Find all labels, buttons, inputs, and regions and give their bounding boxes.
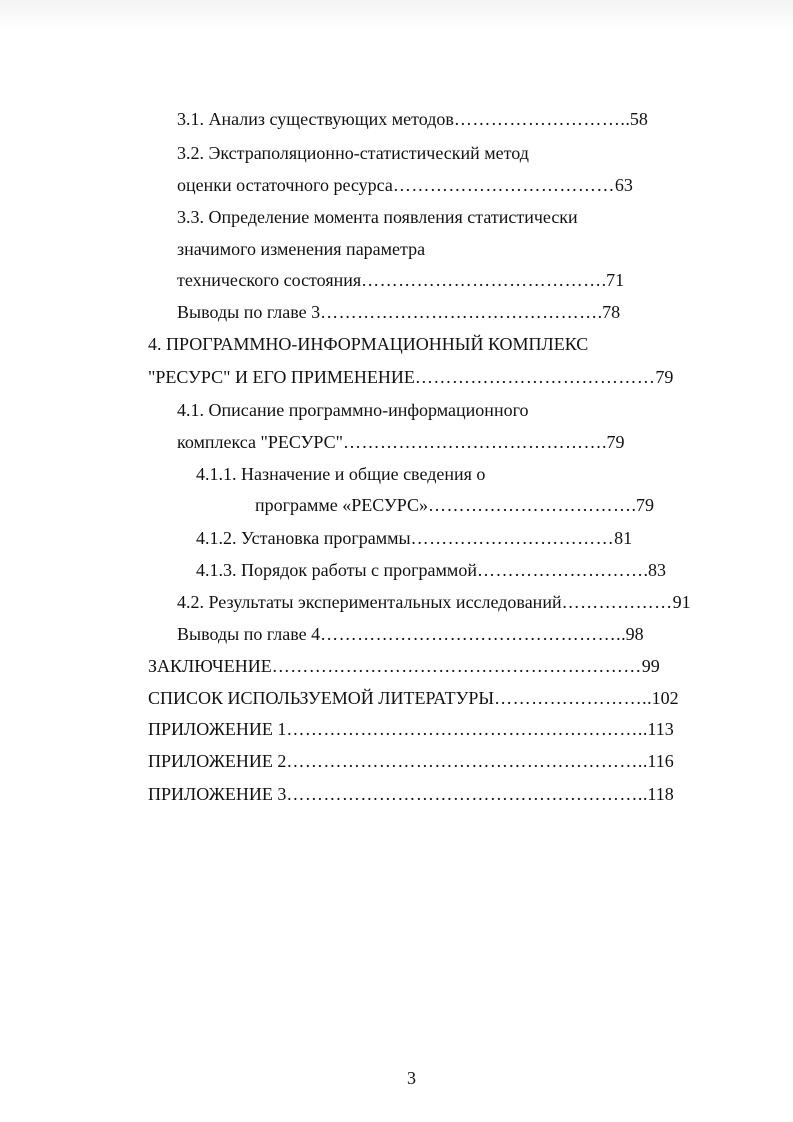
- toc-entry: [255, 493, 654, 517]
- toc-entry-title: технического состояния: [177, 270, 362, 290]
- toc-entry: [177, 107, 648, 131]
- toc-leader-dots: ………………………………………: [320, 302, 598, 322]
- toc-entry-title: 4.2. Результаты экспериментальных исследований: [177, 592, 562, 612]
- toc-entry-title: значимого изменения параметра: [177, 239, 426, 259]
- toc-entry-title: 3.3. Определение момента появления статистически: [177, 207, 578, 227]
- toc-entry-title: ПРИЛОЖЕНИЕ 2: [148, 751, 287, 771]
- toc-entry-title: СПИСОК ИСПОЛЬЗУЕМОЙ ЛИТЕРАТУРЫ: [148, 688, 495, 708]
- toc-page-number: .116: [642, 751, 674, 771]
- toc-entry: [148, 717, 674, 741]
- toc-entry: [177, 268, 624, 292]
- toc-entry-title: 3.1. Анализ существующих методов: [177, 109, 454, 129]
- toc-entry: [177, 300, 620, 324]
- toc-entry-title: 4.1.2. Установка программы: [196, 528, 411, 548]
- toc-entry: [177, 237, 425, 261]
- toc-entry: [177, 205, 578, 229]
- toc-leader-dots: ……………………….: [453, 109, 626, 129]
- toc-leader-dots: ………………………………………………….: [286, 719, 643, 739]
- toc-leader-dots: …………………………………: [361, 270, 602, 290]
- toc-page-number: 79: [655, 367, 674, 387]
- toc-page-number: .83: [643, 560, 666, 580]
- toc-page-number: 63: [614, 175, 633, 195]
- toc-entry: [148, 365, 673, 389]
- toc-entry: [196, 462, 485, 486]
- toc-entry-title: ЗАКЛЮЧЕНИЕ: [148, 656, 272, 676]
- toc-entry-title: "РЕСУРС" И ЕГО ПРИМЕНЕНИЕ: [148, 367, 415, 387]
- toc-entry: [196, 526, 632, 550]
- toc-entry-title: ПРИЛОЖЕНИЕ 1: [148, 719, 287, 739]
- toc-page-number: 81: [614, 528, 633, 548]
- toc-page-number: .58: [625, 109, 648, 129]
- toc-entry: [177, 622, 644, 646]
- toc-entry: [177, 398, 529, 422]
- toc-leader-dots: ………………………………: [392, 175, 615, 195]
- toc-entry-title: программе «РЕСУРС»: [255, 495, 429, 515]
- toc-entry: [148, 782, 674, 806]
- toc-page-number: 91: [672, 592, 691, 612]
- toc-entry: [177, 590, 691, 614]
- toc-leader-dots: ……………………………………………………: [271, 656, 642, 676]
- toc-leader-dots: ……………………………: [410, 528, 615, 548]
- toc-entry-title: 4. ПРОГРАММНО-ИНФОРМАЦИОННЫЙ КОМПЛЕКС: [148, 334, 589, 354]
- toc-leader-dots: ………………………………………….: [320, 624, 622, 644]
- toc-entry-title: 4.1.1. Назначение и общие сведения о: [196, 464, 486, 484]
- toc-entry: [177, 141, 529, 165]
- toc-leader-dots: …………………………………: [414, 367, 656, 387]
- toc-entry-title: 3.2. Экстраполяционно-статистический метод: [177, 143, 529, 163]
- toc-entry-title: 4.1. Описание программно-информационного: [177, 400, 529, 420]
- toc-page-number: .102: [647, 688, 679, 708]
- toc-leader-dots: ………………………………………………….: [286, 751, 643, 771]
- toc-page-number: .113: [642, 719, 674, 739]
- toc-entry-title: ПРИЛОЖЕНИЕ 3: [148, 784, 287, 804]
- page-number: 3: [407, 1068, 416, 1088]
- toc-entry-title: Выводы по главе 3: [177, 302, 321, 322]
- toc-entry: [177, 173, 633, 197]
- toc-leader-dots: …………………….: [494, 688, 648, 708]
- toc-entry: [177, 430, 624, 454]
- toc-leader-dots: ………………………………………………….: [286, 784, 643, 804]
- toc-entry-title: Выводы по главе 4: [177, 624, 321, 644]
- toc-leader-dots: ……………………………: [428, 495, 632, 515]
- toc-page-number: .79: [631, 495, 655, 515]
- toc-page-number: .98: [621, 624, 644, 644]
- scan-edge: [0, 0, 793, 30]
- toc-page-number: 99: [641, 656, 660, 676]
- toc-leader-dots: ………………………: [476, 560, 644, 580]
- toc-page-number: .118: [642, 784, 674, 804]
- toc-page-number: .71: [601, 270, 625, 290]
- toc-entry-title: оценки остаточного ресурса: [177, 175, 393, 195]
- toc-page-number: .79: [601, 432, 625, 452]
- toc-entry: [196, 558, 666, 582]
- toc-leader-dots: ……………………………………: [342, 432, 602, 452]
- toc-entry: [148, 654, 660, 678]
- toc-entry: [148, 332, 588, 356]
- toc-entry: [148, 686, 679, 710]
- toc-entry: [148, 749, 674, 773]
- toc-leader-dots: ………………: [561, 592, 673, 612]
- toc-page-number: .78: [597, 302, 621, 322]
- toc-entry-title: 4.1.3. Порядок работы с программой: [196, 560, 477, 580]
- toc-entry-title: комплекса "РЕСУРС": [177, 432, 343, 452]
